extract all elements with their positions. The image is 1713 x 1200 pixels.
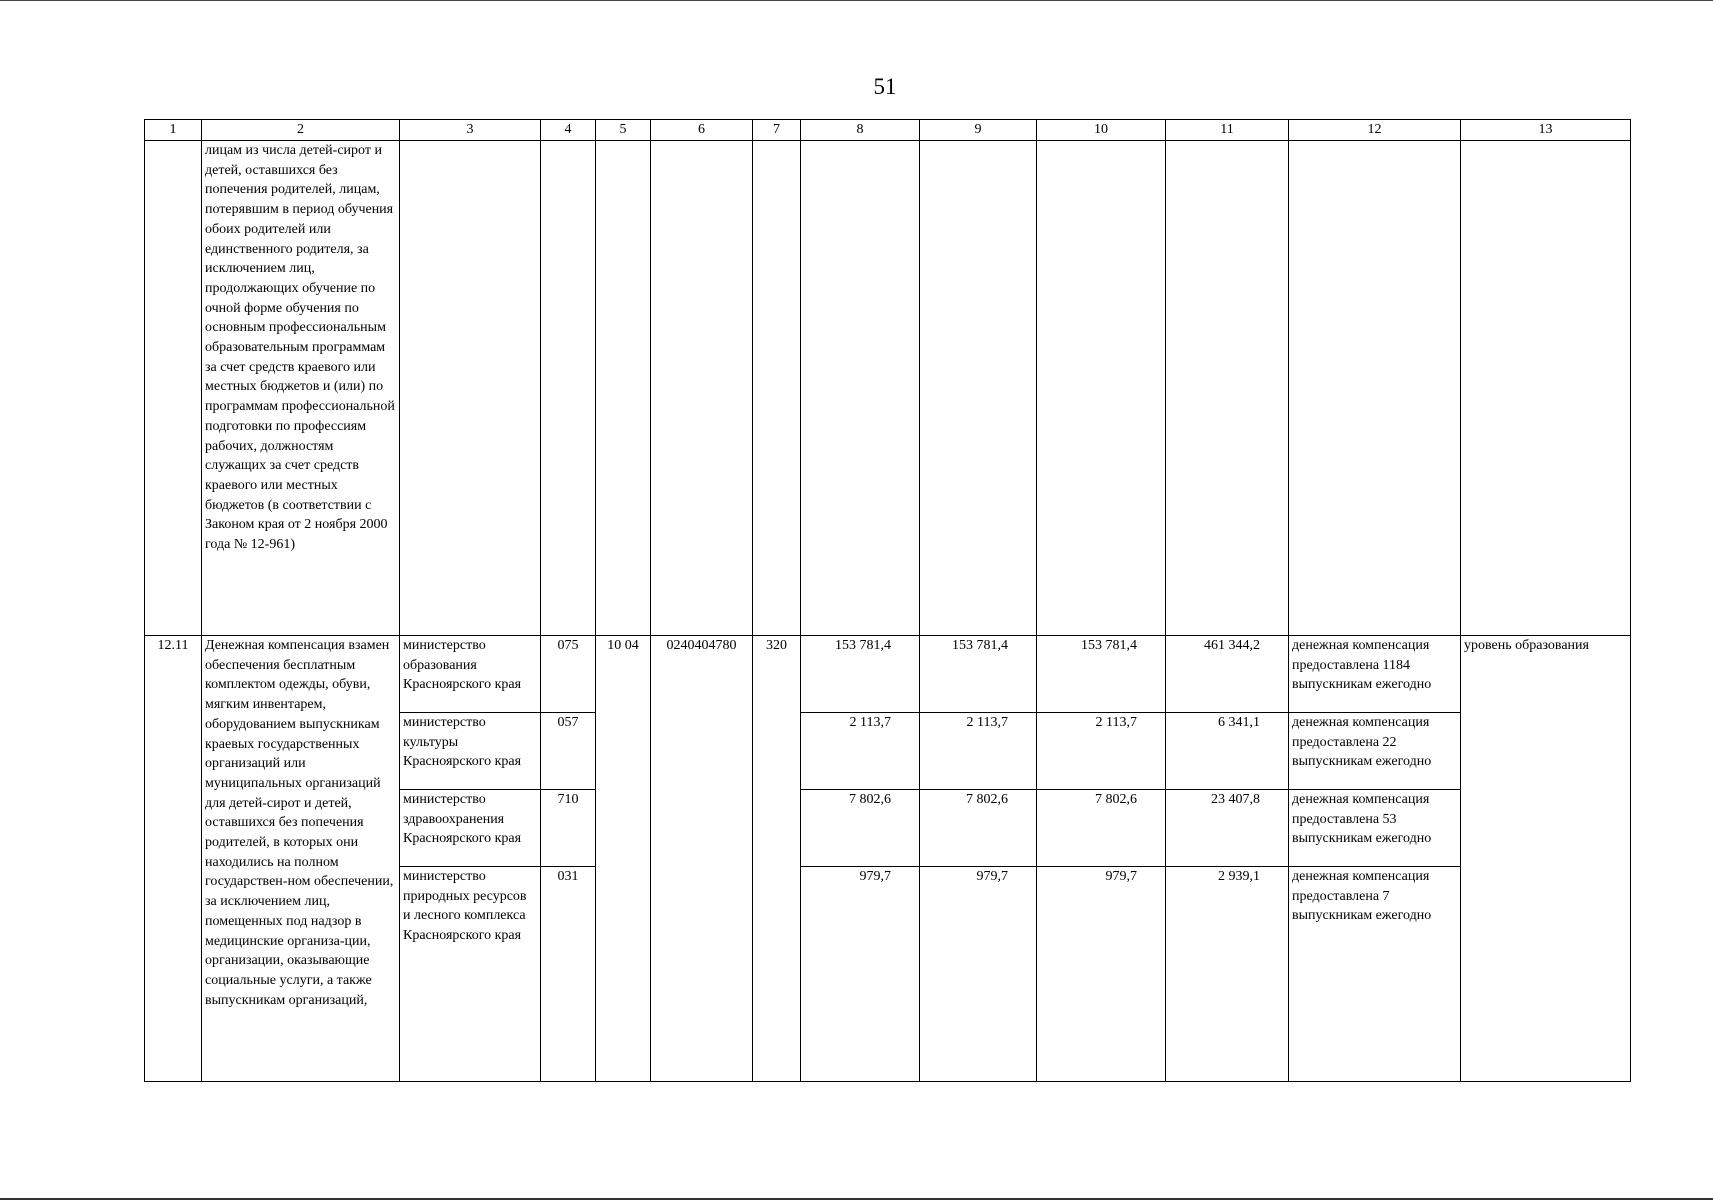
page-number: 51 [873,74,897,99]
year1-amount: 2 113,7 [801,713,920,790]
year3-amount: 2 113,7 [1037,713,1166,790]
year1-amount: 979,7 [801,867,920,1082]
empty-cell [801,141,920,636]
column-number: 5 [596,120,651,141]
executor-code: 057 [541,713,596,790]
scan-edge-top [0,0,1713,1]
empty-cell [1166,141,1289,636]
year2-amount: 979,7 [920,867,1037,1082]
expense-type-code: 320 [753,636,801,1082]
year2-amount: 153 781,4 [920,636,1037,713]
expected-result: денежная компенсация предоставлена 22 выпускникам ежегодно [1289,713,1461,790]
total-amount: 6 341,1 [1166,713,1289,790]
continued-number-cell [145,141,202,636]
empty-cell [1289,141,1461,636]
executor: министерство образования Красноярского края [400,636,541,713]
executor: министерство природных ресурсов и лесного комплекса Красноярского края [400,867,541,1082]
executor: министерство культуры Красноярского края [400,713,541,790]
column-number: 7 [753,120,801,141]
target-article-code: 0240404780 [651,636,753,1082]
column-number: 2 [202,120,400,141]
empty-cell [920,141,1037,636]
empty-cell [1461,141,1631,636]
year2-amount: 7 802,6 [920,790,1037,867]
year3-amount: 979,7 [1037,867,1166,1082]
empty-cell [651,141,753,636]
section-code: 10 04 [596,636,651,1082]
expected-result: денежная компенсация предоставлена 7 выпускникам ежегодно [1289,867,1461,1082]
column-number-row [145,120,1631,141]
continued-row [145,141,1631,636]
column-number: 3 [400,120,541,141]
year3-amount: 7 802,6 [1037,790,1166,867]
column-number: 4 [541,120,596,141]
column-number: 13 [1461,120,1631,141]
empty-cell [596,141,651,636]
year3-amount: 153 781,4 [1037,636,1166,713]
program-table [144,119,1631,1082]
column-number: 1 [145,120,202,141]
column-number: 10 [1037,120,1166,141]
total-amount: 461 344,2 [1166,636,1289,713]
total-amount: 23 407,8 [1166,790,1289,867]
executor-code: 710 [541,790,596,867]
row-description: Денежная компенсация взамен обеспечения бесплатным комплектом одежды, обуви, мягким инвентарем, оборудованием выпускникам краевых государственных организаций или муниципальных организаций для детей-сирот и детей, оставшихся без попечения родителей, в которых они находились на полном государствен-ном обеспечении, за исключением лиц, помещенных под надзор в медицинские организа-ции, организации, оказывающие социальные услуги, а также выпускникам организаций, [202,636,400,1082]
year1-amount: 153 781,4 [801,636,920,713]
expected-result: денежная компенсация предоставлена 53 выпускникам ежегодно [1289,790,1461,867]
executor-code: 031 [541,867,596,1082]
year1-amount: 7 802,6 [801,790,920,867]
indicator: уровень образования [1461,636,1631,1082]
total-amount: 2 939,1 [1166,867,1289,1082]
column-number: 9 [920,120,1037,141]
table-row [145,636,1631,713]
executor: министерство здравоохранения Красноярского края [400,790,541,867]
executor-code: 075 [541,636,596,713]
column-number: 8 [801,120,920,141]
row-number: 12.11 [145,636,202,1082]
column-number: 12 [1289,120,1461,141]
column-number: 6 [651,120,753,141]
year2-amount: 2 113,7 [920,713,1037,790]
empty-cell [400,141,541,636]
empty-cell [541,141,596,636]
expected-result: денежная компенсация предоставлена 1184 выпускникам ежегодно [1289,636,1461,713]
empty-cell [753,141,801,636]
column-number: 11 [1166,120,1289,141]
empty-cell [1037,141,1166,636]
continued-description: лицам из числа детей-сирот и детей, оставшихся без попечения родителей, лицам, потерявшим в период обучения обоих родителей или единственного родителя, за исключением лиц, продолжающих обучение по очной форме обучения по основным профессиональным образовательным программам за счет средств краевого или местных бюджетов и (или) по программам профессиональной подготовки по профессиям рабочих, должностям служащих за счет средств краевого или местных бюджетов (в соответствии с Законом края от 2 ноября 2000 года № 12-961) [202,141,400,636]
